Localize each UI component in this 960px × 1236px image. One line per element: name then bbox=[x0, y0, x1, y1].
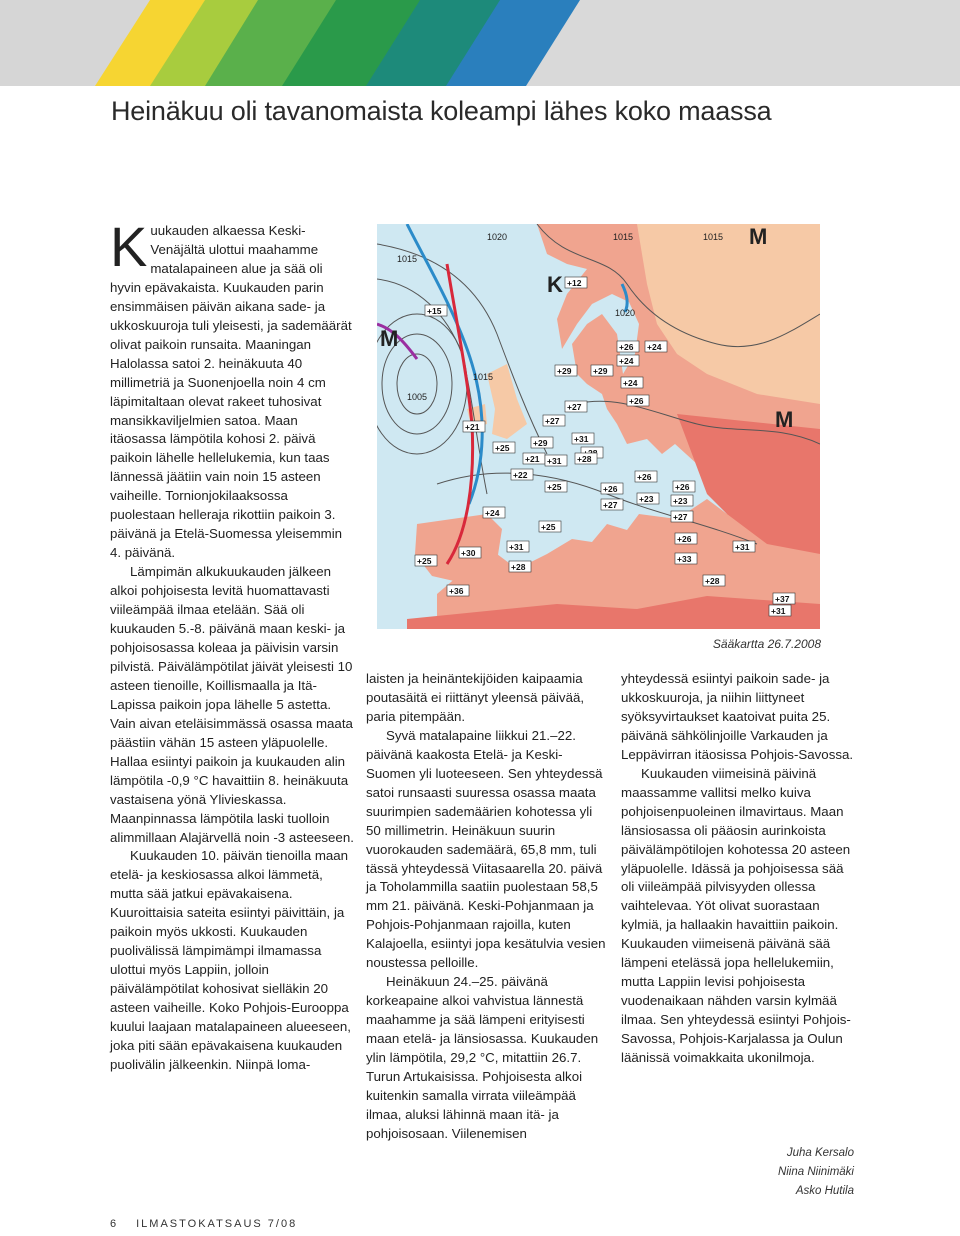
publication-name: ILMASTOKATSAUS 7/08 bbox=[136, 1218, 298, 1230]
temperature-label bbox=[483, 507, 505, 518]
temperature-label bbox=[617, 355, 639, 366]
svg-text:+28: +28 bbox=[577, 454, 592, 464]
temperature-label bbox=[509, 561, 531, 572]
temperature-label bbox=[493, 442, 515, 453]
temperature-label bbox=[637, 493, 659, 504]
svg-text:+30: +30 bbox=[461, 548, 476, 558]
svg-text:+15: +15 bbox=[427, 306, 442, 316]
isobar-label: 1020 bbox=[615, 308, 636, 318]
svg-text:+26: +26 bbox=[629, 396, 644, 406]
temperature-label bbox=[601, 499, 623, 510]
weather-map-graphic bbox=[377, 224, 820, 629]
paragraph-text: uukauden alkaessa Keski-Venäjältä ulottui maahamme matalapaineen alue ja sää oli hyvin epävakaista. Kuukauden parin ensimmäisen päivän aikana sade- ja ukkoskuuroja tuli yleisesti, ja sademäärät olivat paikoin runsaita. Maaningan Halolassa satoi 2. heinäkuuta 40 millimetriä ja Suonenjoella noin 4 cm läpimitaltaan olevat rakeet tuhosivat mansikkaviljelmien satoa. Maan itäosassa lämpötila kohosi 2. päivä paikoin lähelle hellelukemia, kun taas lännessä jäätiin vain noin 15 asteen vaiheille. Tornionjokilaaksossa puolestaan helleraja rikottiin paikoin 3. päivänä ja Etelä-Suomessa yleisemmin 4. päivänä. bbox=[110, 223, 352, 561]
temperature-label bbox=[555, 365, 577, 376]
paragraph: Kuukauden viimeisinä päivinä maassamme vallitsi melko kuiva pohjoisenpuoleinen ilmavirtaus. Maan länsiosassa oli pääosin aurinkoista päivälämpötilojen kohotessa 20 asteen yläpuolelle. Idässä ja pohjoisessa sää oli viileämpää pilvisyyden ollessa vaihtelevaa. Yöt olivat suorastaan kylmiä, ja hallaakin havaittiin paikoin. Kuukauden viimeisenä päivänä sää lämpeni etelässä jopa hellelukemiin, mutta Lappiin levisi pohjoisesta vuodenaikaan nähden varsin kylmää ilmaa. Sen yhteydessä esiintyi Pohjois-Savossa, Pohjois-Karjalassa ja Oulun läänissä voimakkaita ukonilmoja. bbox=[621, 765, 851, 1066]
page-footer bbox=[110, 1218, 297, 1230]
svg-text:+26: +26 bbox=[603, 484, 618, 494]
isobar-label: 1015 bbox=[397, 254, 418, 264]
weather-map bbox=[377, 224, 820, 629]
svg-text:+26: +26 bbox=[637, 472, 652, 482]
isobar-label: 1015 bbox=[473, 372, 494, 382]
pressure-center-label: M bbox=[380, 326, 399, 351]
temperature-label bbox=[415, 555, 437, 566]
paragraph: Syvä matalapaine liikkui 21.–22. päivänä kaakosta Etelä- ja Keski-Suomen yli luoteeseen. Sen yhteydessä satoi runsaasti suuressa osassa maata suurimpien sademäärien kohotessa yli 50 millimetrin. Heinäkuun suurin vuorokauden sademäärä, 65,8 mm, tuli tässä yhteydessä Viitasaarella 20. päivä ja Toholammilla saatiin puolestaan 58,5 mm 21. päivänä. Keski-Pohjanmaan ja Pohjois-Pohjanmaan rajoilla, kuten Kalajoella, esiintyi jopa kesätulvia vesien noustessa pelloille. bbox=[366, 727, 606, 971]
temperature-label bbox=[425, 305, 447, 316]
svg-text:+24: +24 bbox=[647, 342, 662, 352]
header-banner bbox=[0, 0, 960, 86]
temperature-label bbox=[523, 453, 545, 464]
temperature-label bbox=[675, 533, 697, 544]
svg-text:+31: +31 bbox=[771, 606, 786, 616]
map-caption: Sääkartta 26.7.2008 bbox=[712, 637, 821, 651]
svg-text:+27: +27 bbox=[567, 402, 582, 412]
svg-text:+31: +31 bbox=[547, 456, 562, 466]
isobar-label: 1005 bbox=[407, 392, 428, 402]
temperature-label bbox=[565, 277, 587, 288]
svg-text:+29: +29 bbox=[593, 366, 608, 376]
temperature-label bbox=[769, 605, 791, 616]
temperature-label bbox=[671, 495, 693, 506]
temperature-label bbox=[733, 541, 755, 552]
temperature-label bbox=[507, 541, 529, 552]
svg-text:+25: +25 bbox=[541, 522, 556, 532]
temperature-label bbox=[621, 377, 643, 388]
article-column-3 bbox=[621, 670, 859, 1068]
svg-text:+22: +22 bbox=[513, 470, 528, 480]
svg-text:+26: +26 bbox=[619, 342, 634, 352]
svg-text:+25: +25 bbox=[547, 482, 562, 492]
paragraph: laisten ja heinäntekijöiden kaipaamia poutasäitä ei riittänyt yleensä päivää, paria pitempään. bbox=[366, 671, 585, 724]
temperature-label bbox=[531, 437, 553, 448]
svg-text:+25: +25 bbox=[495, 443, 510, 453]
page-number: 6 bbox=[110, 1218, 119, 1230]
isobar-label: 1015 bbox=[613, 232, 634, 242]
svg-text:+21: +21 bbox=[525, 454, 540, 464]
svg-text:+24: +24 bbox=[485, 508, 500, 518]
temperature-label bbox=[773, 593, 795, 604]
temperature-label bbox=[601, 483, 623, 494]
pressure-center-label: M bbox=[749, 224, 768, 249]
temperature-label bbox=[627, 395, 649, 406]
svg-text:+25: +25 bbox=[417, 556, 432, 566]
paragraph: Heinäkuun 24.–25. päivänä korkeapaine alkoi vahvistua lännestä maahamme ja sää lämpeni erityisesti maan etelä- ja länsiosassa. Kuukauden ylin lämpötila, 29,2 °C, mitattiin 26.7. Turun Artukaisissa. Pohjoisesta alkoi kuitenkin samalla virrata viileämpää ilmaa, aluksi lähinnä maan itä- ja pohjoisosaan. Viilenemisen bbox=[366, 974, 599, 1141]
isobar-label: 1020 bbox=[487, 232, 508, 242]
temperature-label bbox=[539, 521, 561, 532]
author-name: Asko Hutila bbox=[795, 1185, 854, 1197]
svg-text:+21: +21 bbox=[465, 422, 480, 432]
temperature-label bbox=[617, 341, 639, 352]
article-column-1 bbox=[110, 215, 356, 1075]
svg-text:+24: +24 bbox=[623, 378, 638, 388]
temperature-label bbox=[511, 469, 533, 480]
temperature-label bbox=[463, 421, 485, 432]
svg-text:+37: +37 bbox=[775, 594, 790, 604]
temperature-label bbox=[703, 575, 725, 586]
svg-text:+31: +31 bbox=[735, 542, 750, 552]
svg-text:+27: +27 bbox=[545, 416, 560, 426]
intro-paragraph bbox=[110, 215, 356, 563]
svg-text:+23: +23 bbox=[673, 496, 688, 506]
temperature-label bbox=[635, 471, 657, 482]
author-list bbox=[700, 1144, 854, 1201]
temperature-label bbox=[545, 481, 567, 492]
paragraph: Lämpimän alkukuukauden jälkeen alkoi pohjoisesta levitä huomattavasti viileämpää ilmaa etelään. Sää oli kuukauden 5.-8. päivänä maan keski- ja pohjoisosassa koleaa ja päivisin varsin pilvistä. Päivälämpötilat jäivät yleisesti 10 asteen tienoille, Koillismaalla ja Itä-Lapissa paikoin jopa lähelle 5 astetta. Vain aivan eteläisimmässä osassa maata päästiin vähän 15 asteen yläpuolelle. Hallaa esiintyi paikoin ja kuukauden alin lämpötila -0,9 °C havaittiin 8. heinäkuuta vastaisena yönä Ylivieskassa. Maanpinnassa lämpötila laski tuolloin alimmillaan Alajärvellä noin -3 asteeseen. bbox=[110, 564, 354, 845]
svg-text:+23: +23 bbox=[639, 494, 654, 504]
temperature-label bbox=[673, 481, 695, 492]
svg-text:+31: +31 bbox=[574, 434, 589, 444]
isobar-label: 1015 bbox=[703, 232, 724, 242]
svg-text:+29: +29 bbox=[557, 366, 572, 376]
svg-text:+28: +28 bbox=[511, 562, 526, 572]
svg-text:+12: +12 bbox=[567, 278, 582, 288]
pressure-center-label: K bbox=[547, 272, 563, 297]
paragraph: yhteydessä esiintyi paikoin sade- ja ukkoskuuroja, ja niihin liittyneet syöksyvirtaukset kaatoivat puita 25. päivänä sähkölinjoille Varkauden ja Leppävirran itäosissa Pohjois-Savossa. bbox=[621, 671, 854, 762]
svg-text:+33: +33 bbox=[677, 554, 692, 564]
temperature-label bbox=[459, 547, 481, 558]
svg-text:+27: +27 bbox=[603, 500, 618, 510]
svg-text:+31: +31 bbox=[509, 542, 524, 552]
temperature-label bbox=[543, 415, 565, 426]
temperature-label bbox=[675, 553, 697, 564]
article-column-2 bbox=[366, 670, 606, 1144]
paragraph: Kuukauden 10. päivän tienoilla maan etelä- ja keskiosassa alkoi lämmetä, mutta sää jatkui epävakaisena. Kuuroittaisia sateita esiintyi päivittäin, ja paikoin myös ukkosti. Kuukauden puolivälissä lämpimämpi ilmamassa ulottui myös Lappiin, jolloin päivälämpötilat kohosivat sielläkin 20 asteen vaiheille. Koko Pohjois-Eurooppa kuului laajaan matalapaineen alueeseen, joka piti sään epävakaisena kuukauden puolivälin jälkeenkin. Niinpä loma- bbox=[110, 848, 352, 1072]
svg-text:+26: +26 bbox=[677, 534, 692, 544]
svg-text:+24: +24 bbox=[619, 356, 634, 366]
temperature-label bbox=[575, 453, 597, 464]
pressure-center-label: M bbox=[775, 407, 794, 432]
temperature-label bbox=[591, 365, 613, 376]
svg-text:+36: +36 bbox=[449, 586, 464, 596]
svg-text:+29: +29 bbox=[533, 438, 548, 448]
svg-text:+27: +27 bbox=[673, 512, 688, 522]
author-name: Juha Kersalo bbox=[786, 1147, 854, 1159]
author-name: Niina Niinimäki bbox=[777, 1166, 854, 1178]
temperature-label bbox=[565, 401, 587, 412]
temperature-label bbox=[572, 433, 594, 444]
svg-text:+28: +28 bbox=[705, 576, 720, 586]
svg-text:+26: +26 bbox=[675, 482, 690, 492]
temperature-label bbox=[545, 455, 567, 466]
temperature-label bbox=[447, 585, 469, 596]
temperature-label bbox=[671, 511, 693, 522]
drop-cap: K bbox=[110, 215, 148, 278]
page-title: Heinäkuu oli tavanomaista koleampi lähes koko maassa bbox=[111, 96, 772, 126]
temperature-label bbox=[645, 341, 667, 352]
